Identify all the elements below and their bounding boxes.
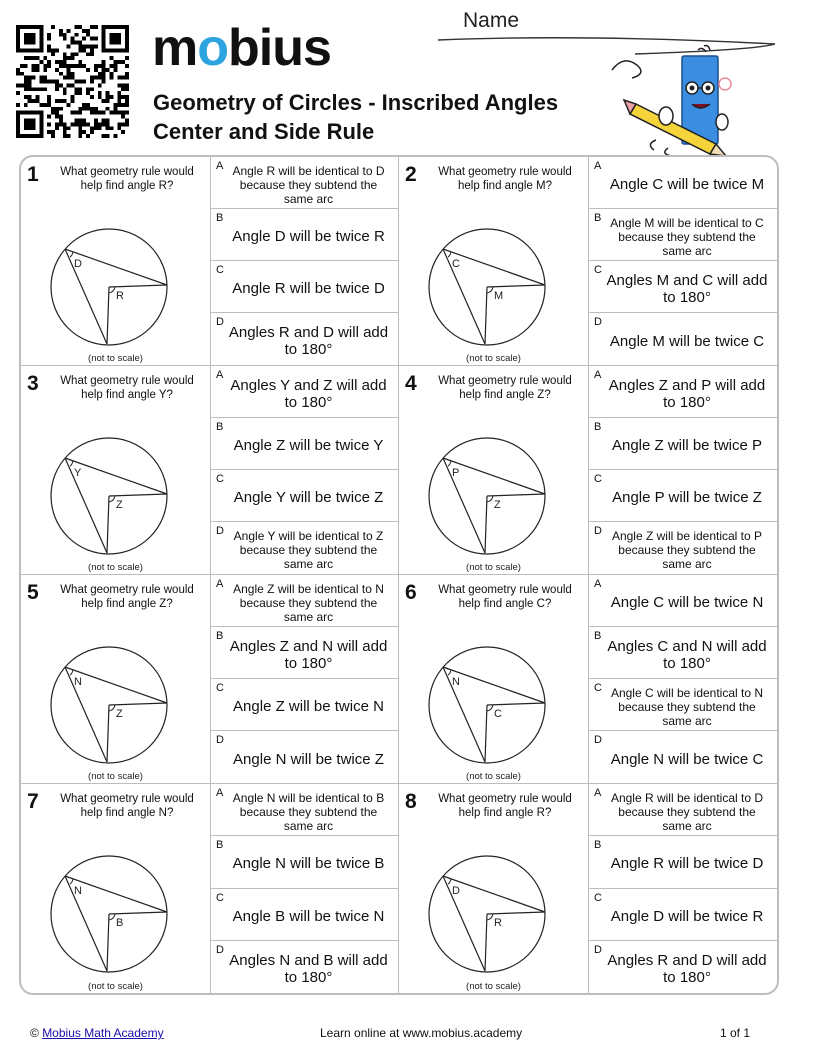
circle-diagram <box>49 219 185 355</box>
mobius-logo: mobius <box>152 19 331 77</box>
answer-options <box>589 575 777 783</box>
center-angle-arc <box>109 914 115 920</box>
radius-a <box>487 494 545 496</box>
answer-text: Angle R will be identical to D because they subtend the same arc <box>232 163 385 206</box>
radius-a <box>109 912 167 914</box>
answer-letter: D <box>594 525 602 537</box>
problem-number: 5 <box>27 581 39 604</box>
answer-text: Angle Z will be identical to N because they subtend the same arc <box>233 581 384 624</box>
answer-text: Angles C and N will add to 180° <box>607 637 767 672</box>
problem-4 <box>399 366 777 575</box>
answer-letter: D <box>594 943 602 956</box>
answer-text: Angles Y and Z will add to 180° <box>230 376 387 411</box>
problem-8 <box>399 784 777 993</box>
answer-option-d[interactable] <box>211 941 398 993</box>
center-angle-label: C <box>494 708 502 720</box>
inscribed-angle-label: N <box>74 676 82 688</box>
inscribed-angle-arc <box>448 670 451 675</box>
answer-option-c[interactable] <box>589 470 777 522</box>
answer-letter: D <box>216 525 224 537</box>
problem-grid <box>21 157 777 993</box>
radius-b <box>107 705 109 762</box>
not-to-scale-note: (not to scale) <box>88 353 143 364</box>
chord-b <box>443 876 485 971</box>
answer-text: Angles R and D will add to 180° <box>228 324 389 358</box>
answer-letter: D <box>594 316 602 328</box>
circle-diagram <box>49 428 185 564</box>
answer-option-d[interactable] <box>211 522 398 574</box>
chord-b <box>65 249 107 344</box>
answer-options <box>211 366 398 574</box>
center-angle-label: R <box>116 290 124 302</box>
title-line-1: Geometry of Circles - Inscribed Angles <box>153 90 559 115</box>
answer-letter: B <box>594 212 602 224</box>
answer-text: Angle C will be twice N <box>610 594 764 611</box>
answer-letter: B <box>594 421 602 433</box>
radius-a <box>109 494 167 496</box>
answer-text: Angle M will be identical to C because they subtend the same arc <box>610 215 764 258</box>
answer-text: Angle Z will be identical to P because they subtend the same arc <box>611 529 763 571</box>
answer-text: Angle Y will be twice Z <box>233 489 384 506</box>
answer-letter: C <box>594 473 602 485</box>
problem-7 <box>21 784 399 993</box>
inscribed-angle-arc <box>70 670 73 675</box>
problem-prompt <box>399 575 589 783</box>
not-to-scale-note: (not to scale) <box>466 771 521 782</box>
inscribed-angle-label: N <box>74 885 82 897</box>
radius-b <box>107 496 109 553</box>
answer-letter: A <box>216 369 224 381</box>
question-text: What geometry rule would help find angle Z? <box>60 584 194 610</box>
circle-diagram <box>49 637 185 773</box>
inscribed-angle-label: D <box>74 258 82 270</box>
answer-letter: C <box>216 264 224 276</box>
answer-letter: C <box>594 264 602 276</box>
answer-option-b[interactable] <box>589 836 777 888</box>
inscribed-angle-arc <box>70 461 73 466</box>
chord-b <box>443 458 485 553</box>
answer-text: Angles Z and P will add to 180° <box>608 376 766 411</box>
radius-a <box>487 285 545 287</box>
answer-option-d[interactable] <box>211 313 398 365</box>
answer-letter: A <box>594 160 602 172</box>
answer-letter: B <box>216 212 224 224</box>
problem-3 <box>21 366 399 575</box>
answer-option-d[interactable] <box>589 313 777 365</box>
center-angle-label: Z <box>494 499 501 511</box>
answer-options <box>589 157 777 365</box>
answer-text: Angle D will be twice R <box>232 228 385 245</box>
question-text: What geometry rule would help find angle Y? <box>60 375 194 401</box>
answer-letter: C <box>594 682 602 694</box>
answer-letter: D <box>216 943 224 956</box>
answer-text: Angles M and C will add to 180° <box>606 271 768 306</box>
answer-option-a[interactable] <box>211 575 398 627</box>
inscribed-angle-arc <box>448 879 451 884</box>
inscribed-angle-label: N <box>452 676 460 688</box>
answer-letter: A <box>216 578 224 590</box>
center-angle-arc <box>487 705 493 711</box>
center-angle-label: B <box>116 917 124 929</box>
answer-text: Angles N and B will add to 180° <box>229 951 388 986</box>
answer-letter: D <box>216 734 224 746</box>
radius-b <box>485 287 487 344</box>
inscribed-angle-arc <box>448 252 451 257</box>
worksheet-title <box>153 88 558 146</box>
center-angle-label: M <box>494 290 504 302</box>
problem-prompt <box>21 784 211 993</box>
not-to-scale-note: (not to scale) <box>88 771 143 782</box>
answer-option-b[interactable] <box>211 836 398 888</box>
problem-5 <box>21 575 399 784</box>
answer-text: Angle R will be twice D <box>610 855 764 873</box>
radius-b <box>107 287 109 344</box>
answer-text: Angle B will be twice N <box>232 907 385 925</box>
inscribed-angle-label: P <box>452 467 460 479</box>
answer-option-d[interactable] <box>589 731 777 783</box>
question-text: What geometry rule would help find angle M? <box>438 166 572 192</box>
answer-option-a[interactable] <box>589 575 777 627</box>
copyright: © Mobius Math Academy <box>30 1026 164 1040</box>
answer-options <box>211 575 398 783</box>
answer-letter: C <box>216 891 224 904</box>
answer-letter: A <box>594 369 602 381</box>
problem-number: 3 <box>27 372 39 395</box>
problem-6 <box>399 575 777 784</box>
answer-option-b[interactable] <box>589 627 777 679</box>
worksheet-panel <box>19 155 779 995</box>
center-angle-arc <box>487 496 493 502</box>
chord-b <box>65 458 107 553</box>
name-label: Name <box>463 9 520 32</box>
problem-number: 4 <box>405 372 417 395</box>
not-to-scale-note: (not to scale) <box>466 981 521 992</box>
answer-text: Angle N will be twice B <box>232 855 385 873</box>
answer-text: Angle N will be twice C <box>610 750 764 768</box>
chord-b <box>65 667 107 762</box>
answer-letter: C <box>216 682 224 694</box>
answer-option-a[interactable] <box>211 784 398 836</box>
answer-text: Angles R and D will add to 180° <box>607 951 767 986</box>
problem-number: 2 <box>405 163 417 186</box>
answer-options <box>211 784 398 993</box>
inscribed-angle-arc <box>70 879 73 884</box>
answer-letter: B <box>216 839 224 852</box>
radius-b <box>485 914 487 971</box>
answer-options <box>589 784 777 993</box>
answer-option-c[interactable] <box>211 889 398 941</box>
answer-letter: D <box>216 316 224 328</box>
question-text: What geometry rule would help find angle C? <box>438 584 572 610</box>
answer-letter: B <box>216 630 224 642</box>
answer-option-c[interactable] <box>211 261 398 313</box>
center-angle-arc <box>109 287 115 293</box>
answer-text: Angle C will be twice M <box>609 176 765 193</box>
problem-number: 6 <box>405 581 417 604</box>
problem-number: 1 <box>27 163 39 186</box>
answer-option-a[interactable] <box>589 784 777 836</box>
inscribed-angle-label: D <box>452 885 460 897</box>
question-text: What geometry rule would help find angle N? <box>60 793 194 819</box>
inscribed-angle-arc <box>448 461 451 466</box>
inscribed-angle-label: C <box>452 258 460 270</box>
mobius-academy-link[interactable]: Mobius Math Academy <box>42 1026 164 1040</box>
answer-letter: A <box>216 160 224 172</box>
problem-prompt <box>399 157 589 365</box>
answer-text: Angle N will be identical to B because they subtend the same arc <box>232 790 385 833</box>
problem-prompt <box>21 157 211 365</box>
radius-b <box>485 705 487 762</box>
answer-option-a[interactable] <box>589 366 777 418</box>
radius-a <box>109 285 167 287</box>
page-number: 1 of 1 <box>720 1026 751 1040</box>
answer-option-b[interactable] <box>589 418 777 470</box>
center-angle-arc <box>487 287 493 293</box>
circle-diagram <box>49 846 185 982</box>
inscribed-angle-label: Y <box>74 467 82 479</box>
answer-text: Angle P will be twice Z <box>612 489 762 506</box>
answer-option-c[interactable] <box>589 889 777 941</box>
answer-option-c[interactable] <box>211 679 398 731</box>
title-line-2: Center and Side Rule <box>153 119 375 144</box>
radius-a <box>109 703 167 705</box>
circle-diagram <box>427 637 563 773</box>
radius-a <box>487 912 545 914</box>
answer-options <box>589 366 777 574</box>
center-angle-label: R <box>494 917 502 929</box>
answer-letter: D <box>594 734 602 746</box>
problem-prompt <box>21 366 211 574</box>
answer-text: Angles Z and N will add to 180° <box>229 637 388 672</box>
circle-diagram <box>427 846 563 982</box>
answer-letter: A <box>216 787 224 799</box>
not-to-scale-note: (not to scale) <box>466 353 521 364</box>
center-angle-arc <box>487 914 493 920</box>
answer-text: Angle M will be twice C <box>609 332 765 350</box>
answer-text: Angle C will be identical to N because they subtend the same arc <box>610 685 764 728</box>
problem-1 <box>21 157 399 366</box>
not-to-scale-note: (not to scale) <box>466 562 521 573</box>
answer-option-c[interactable] <box>589 679 777 731</box>
answer-letter: C <box>216 473 224 485</box>
answer-option-a[interactable] <box>211 157 398 209</box>
answer-text: Angle Z will be twice N <box>233 698 384 715</box>
center-angle-label: Z <box>116 708 123 720</box>
chord-b <box>443 249 485 344</box>
answer-option-d[interactable] <box>211 731 398 783</box>
radius-a <box>487 703 545 705</box>
question-text: What geometry rule would help find angle Z? <box>438 375 572 401</box>
answer-option-d[interactable] <box>589 522 777 574</box>
problem-prompt <box>21 575 211 783</box>
answer-letter: B <box>594 839 602 852</box>
answer-option-c[interactable] <box>589 261 777 313</box>
answer-text: Angle R will be identical to D because they subtend the same arc <box>610 790 764 833</box>
answer-option-c[interactable] <box>211 470 398 522</box>
problem-2 <box>399 157 777 366</box>
problem-number: 8 <box>405 790 417 813</box>
learn-online-text: Learn online at www.mobius.academy <box>320 1026 523 1040</box>
radius-b <box>107 914 109 971</box>
chord-b <box>443 667 485 762</box>
circle-diagram <box>427 219 563 355</box>
qr-code <box>16 25 129 138</box>
center-angle-label: Z <box>116 499 123 511</box>
not-to-scale-note: (not to scale) <box>88 981 143 992</box>
problem-number: 7 <box>27 790 39 813</box>
answer-text: Angle R will be twice D <box>232 280 385 297</box>
answer-text: Angle Z will be twice P <box>611 437 763 454</box>
answer-letter: A <box>594 787 602 799</box>
problem-prompt <box>399 784 589 993</box>
center-angle-arc <box>109 496 115 502</box>
radius-b <box>485 496 487 553</box>
answer-text: Angle N will be twice Z <box>233 750 384 768</box>
question-text: What geometry rule would help find angle R? <box>438 793 572 819</box>
answer-option-b[interactable] <box>211 627 398 679</box>
answer-option-b[interactable] <box>211 418 398 470</box>
chord-b <box>65 876 107 971</box>
circle-diagram <box>427 428 563 564</box>
answer-option-d[interactable] <box>589 941 777 993</box>
answer-options <box>211 157 398 365</box>
answer-text: Angle Z will be twice Y <box>233 437 384 454</box>
answer-option-b[interactable] <box>211 209 398 261</box>
inscribed-angle-arc <box>70 252 73 257</box>
answer-letter: B <box>594 630 602 642</box>
question-text: What geometry rule would help find angle R? <box>60 166 194 192</box>
answer-text: Angle Y will be identical to Z because they subtend the same arc <box>233 529 384 571</box>
answer-letter: C <box>594 891 602 904</box>
answer-letter: B <box>216 421 224 433</box>
mascot-icon <box>606 44 746 156</box>
center-angle-arc <box>109 705 115 711</box>
answer-option-a[interactable] <box>589 157 777 209</box>
answer-text: Angle D will be twice R <box>610 907 764 925</box>
answer-letter: A <box>594 578 602 590</box>
answer-option-b[interactable] <box>589 209 777 261</box>
problem-prompt <box>399 366 589 574</box>
answer-option-a[interactable] <box>211 366 398 418</box>
not-to-scale-note: (not to scale) <box>88 562 143 573</box>
